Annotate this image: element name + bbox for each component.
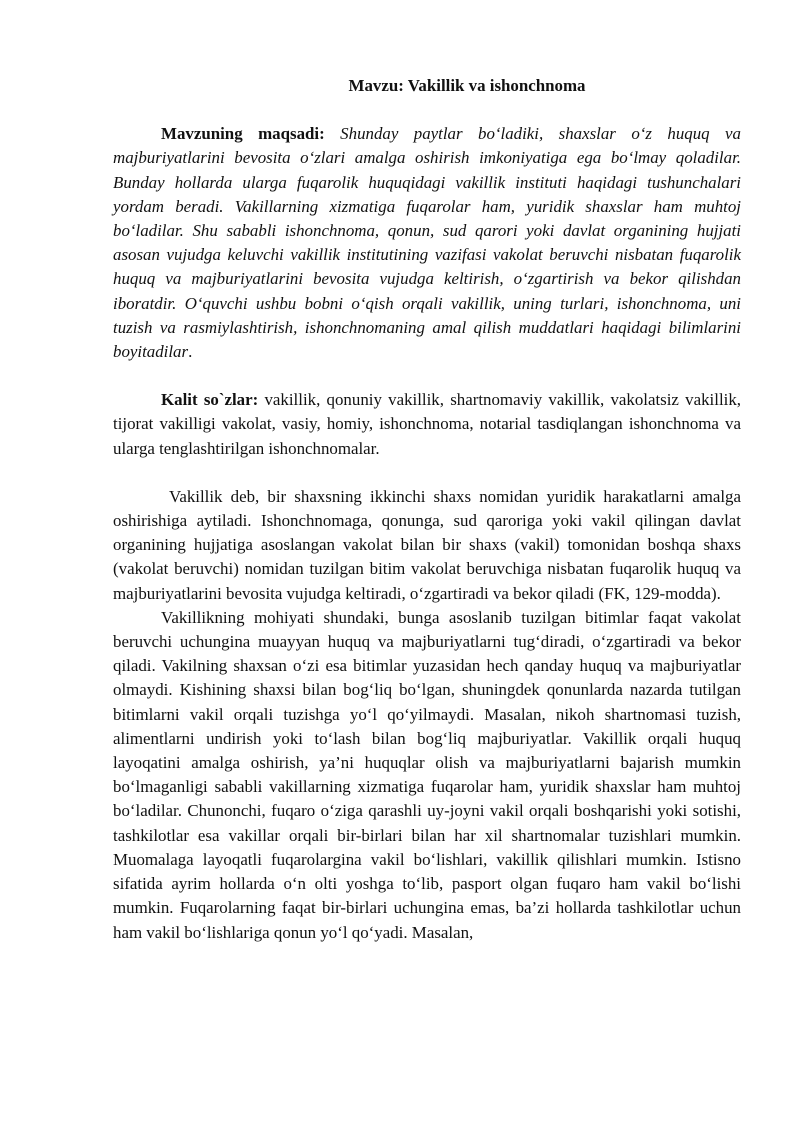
body-paragraph-2: Vakillikning mohiyati shundaki, bunga asoslanib tuzilgan bitimlar faqat vakolat beruvchi uchungina muayyan huquq va majburiyatlarni tug‘diradi, o‘zgartiradi va bekor qiladi. Vakilning shaxsan o‘zi esa bitimlar yuzasidan hech qanday huquq va majburiyatlar olmaydi. Kishining shaxsi bilan bog‘liq bo‘lgan, shuningdek qonunlarda nazarda tutilgan bitimlarni vakil orqali tuzishga yo‘l qo‘yilmaydi. Masalan, nikoh shartnomasi tuzish, alimentlarni undirish yoki to‘lash bilan bog‘liq majburiyatlar. Vakillik orqali huquq layoqatini amalga oshirish, ya’ni huquqlar olish va majburiyatlarni bajarish mumkin bo‘lmaganligi sababli vakillarning xizmatiga fuqarolar ham, yuridik shaxslar ham muhtoj bo‘ladilar. Chunonchi, fuqaro o‘ziga qarashli uy-joyni vakil orqali boshqarishi yoki sotishi, tashkilotlar esa vakillar orqali bir-birlari bilan har xil shartnomalar tuzishlari mumkin. Muomalaga layoqatli fuqarolargina vakil bo‘lishlari, vakillik qilishlari mumkin. Istisno sifatida ayrim hollarda o‘n olti yoshga to‘lib, pasport olgan fuqaro ham vakil bo‘lishi mumkin. Fuqarolarning faqat bir-birlari uchungina emas, ba’zi hollarda tashkilotlar uchun ham vakil bo‘lishlariga qonun yo‘l qo‘yadi. Masalan, [113, 607, 741, 942]
document-title: Mavzu: Vakillik va ishonchnoma [348, 76, 586, 95]
body-paragraph-1: Vakillik deb, bir shaxsning ikkinchi shaxs nomidan yuridik harakatlarni amalga oshirishiga aytiladi. Ishonchnomaga, qonunga, sud qaroriga yoki vakil qilingan davlat organining hujjatiga asoslangan vakolat bilan bir shaxs (vakil) tomonidan boshqa shaxs (vakolat beruvchi) nomidan tuzilgan bitim vakolat beruvchiga nisbatan fuqarolik huquq va majburiyatlarini bevosita vujudga keltiradi, o‘zgartiradi va bekor qiladi (FK, 129-modda). [113, 486, 741, 603]
keywords-text: vakillik, qonuniy vakillik, shartnomaviy vakillik, vakolatsiz vakillik, tijorat vakilligi vakolat, vasiy, homiy, ishonchnoma, notarial tasdiqlangan ishonchnoma va ularga tenglashtirilgan ishonchnomalar. [113, 390, 741, 458]
goal-text: Shunday paytlar bo‘ladiki, shaxslar o‘z huquq va majburiyatlarini bevosita o‘zlari amalga oshirish imkoniyatiga ega bo‘lmay qoladilar. Bunday hollarda ularga fuqarolik huquqidagi vakillik instituti haqidagi tushunchalari yordam beradi. Vakillarning xizmatiga fuqarolar ham, yuridik shaxslar ham muhtoj bo‘ladilar. Shu sababli ishonchnoma, qonun, sud qarori yoki davlat organining hujjati asosan vujudga keluvchi vakillik institutining vazifasi vakolat beruvchi nisbatan fuqarolik huquq va majburiyatlarini bevosita vujudga keltirish, o‘zgartirish va bekor qilishdan iboratdir. O‘quvchi ushbu bobni o‘qish orqali vakillik, uning turlari, ishonchnoma, uni tuzish va rasmiylashtirish, ishonchnomaning amal qilish muddatlari haqidagi bilimlarini boyitadilar [113, 124, 741, 362]
goal-paragraph [113, 122, 741, 364]
goal-end: . [188, 342, 193, 362]
goal-lead: Mavzuning maqsadi: [161, 124, 325, 144]
keywords-paragraph [113, 388, 741, 461]
keywords-lead: Kalit so`zlar: [161, 390, 259, 410]
document-page [113, 74, 741, 945]
